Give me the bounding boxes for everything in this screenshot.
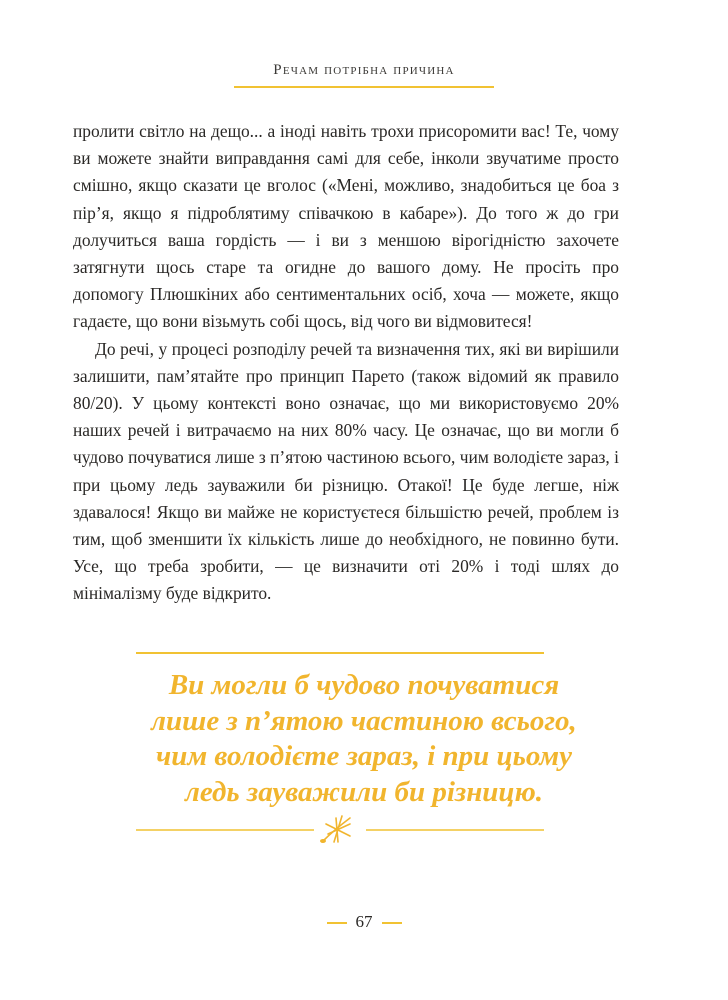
body-text: [73, 118, 619, 608]
paragraph-2: До речі, у процесі розподілу речей та визначення тих, які ви вирішили залишити, пам’ятайте про принцип Парето (також відомий як правило 80/20). У цьому контексті воно означає, що ми використовуємо 20% наших речей і витрачаємо на них 80% часу. Це означає, що ви могли б чудово почуватися лише з п’ятою частиною всього, чим володієте зараз, і при цьому ледь зауважили би різницю. Отакої! Це буде легше, ніж здавалося! Якщо ви майже не користуєтеся більшістю речей, проблем із тим, щоб зменшити їх кількість лише до необхідного, не повинно бути. Усе, що треба зробити, — це визначити оті 20% і тоді шлях до мінімалізму буде відкрито.: [73, 338, 619, 604]
pull-quote: [90, 668, 638, 810]
page-number-block: [0, 912, 728, 932]
page-number-left-dash: [327, 922, 347, 924]
pull-quote-line-2: лише з п’ятою частиною всього,: [151, 704, 577, 737]
feather-sparkle-icon: [136, 812, 544, 846]
pull-quote-line-1: Ви могли б чудово почуватися: [168, 669, 560, 701]
pull-quote-top-rule: [136, 652, 544, 654]
pull-quote-line-3: чим володієте зараз, і при цьому: [155, 740, 573, 772]
running-title: Речам потрібна причина: [273, 62, 455, 78]
page-number: 67: [355, 912, 373, 931]
paragraph-1: пролити світло на дещо... а іноді навіть трохи присоромити вас! Те, чому ви можете знайти виправдання самі для себе, інколи звучатиме просто смішно, якщо сказати це вголос («Мені, можливо, знадобиться це боа з пір’я, якщо я підроблятиму співачкою в кабаре»). До того ж до гри долучиться ваша гордість — і ви з меншою вірогідністю захочете затягнути щось старе та огидне до вашого дому. Не просіть про допомогу Плюшкіних або сентиментальних осіб, хоча — можете, якщо гадаєте, що вони візьмуть собі щось, від чого ви відмовитеся!: [73, 121, 619, 332]
pull-quote-line-4: ледь зауважили би різницю.: [185, 775, 543, 808]
page-number-right-dash: [382, 922, 402, 924]
running-header: [0, 62, 728, 79]
header-underline: [234, 86, 494, 88]
